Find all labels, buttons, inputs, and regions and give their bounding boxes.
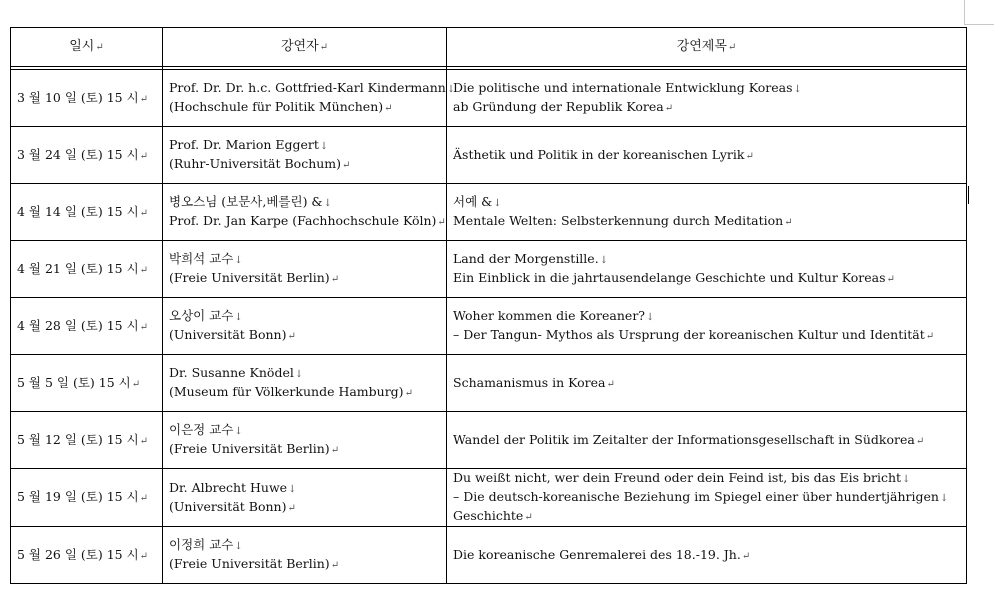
- title-cell[interactable]: [447, 412, 967, 469]
- line-break-icon: ↓: [902, 474, 911, 485]
- schedule-row: [11, 70, 967, 127]
- paragraph-mark-icon: ↵: [139, 150, 149, 162]
- speaker-line: (Freie Universität Berlin): [169, 270, 330, 285]
- title-cell[interactable]: [447, 184, 967, 241]
- line-break-icon: ↓: [493, 198, 502, 209]
- title-line: Du weißt nicht, wer dein Freund oder dein Feind ist, bis das Eis bricht: [453, 470, 902, 485]
- paragraph-mark-icon: ↵: [727, 42, 737, 53]
- date-cell[interactable]: [11, 241, 163, 298]
- speaker-line: (Universität Bonn): [169, 498, 287, 514]
- line-break-icon: ↓: [646, 312, 655, 323]
- schedule-row: [11, 241, 967, 298]
- speaker-line: (Universität Bonn): [169, 327, 287, 342]
- speaker-line: Dr. Susanne Knödel: [169, 365, 294, 380]
- schedule-row: [11, 412, 967, 469]
- date-text: 5 월 26 일 (토) 15 시: [17, 546, 139, 562]
- margin-guide-horizontal: [964, 24, 994, 25]
- date-cell[interactable]: [11, 184, 163, 241]
- schedule-row: [11, 298, 967, 355]
- schedule-row: [11, 527, 967, 584]
- paragraph-mark-icon: ↵: [139, 435, 149, 447]
- date-text: 4 월 28 일 (토) 15 시: [17, 317, 139, 333]
- speaker-line: (Freie Universität Berlin): [169, 556, 330, 571]
- speaker-line: 박희석 교수: [169, 251, 234, 266]
- paragraph-mark-icon: ↵: [915, 435, 925, 447]
- date-text: 4 월 21 일 (토) 15 시: [17, 260, 139, 276]
- title-cell[interactable]: [447, 527, 967, 584]
- paragraph-mark-icon: ↵: [664, 103, 674, 114]
- title-line: – Der Tangun- Mythos als Ursprung der koreanischen Kultur und Identität: [453, 327, 925, 342]
- date-text: 5 월 19 일 (토) 15 시: [17, 489, 139, 504]
- title-line: Schamanismus in Korea: [453, 374, 606, 390]
- paragraph-mark-icon: ↵: [139, 550, 149, 562]
- schedule-row: [11, 355, 967, 412]
- paragraph-mark-icon: ↵: [784, 217, 793, 228]
- line-break-icon: ↓: [319, 141, 329, 152]
- speaker-line: 이정희 교수: [169, 537, 234, 552]
- paragraph-mark-icon: ↵: [745, 150, 754, 162]
- paragraph-mark-icon: ↵: [95, 42, 104, 53]
- speaker-line: (Ruhr-Universität Bochum): [169, 156, 342, 171]
- paragraph-mark-icon: ↵: [342, 160, 351, 171]
- date-text: 3 월 10 일 (토) 15 시: [17, 89, 139, 105]
- paragraph-mark-icon: ↵: [139, 207, 149, 219]
- header-title-label: 강연제목: [676, 39, 727, 54]
- title-cell[interactable]: [447, 469, 967, 527]
- paragraph-mark-icon: ↵: [886, 274, 895, 285]
- speaker-line: (Hochschule für Politik München): [169, 99, 384, 114]
- paragraph-mark-icon: ↵: [139, 321, 149, 333]
- header-row: [11, 28, 967, 67]
- speaker-cell[interactable]: [163, 241, 447, 298]
- header-title-cell[interactable]: [447, 28, 967, 67]
- title-line: Ästhetik und Politik in der koreanischen Lyrik: [453, 146, 745, 162]
- paragraph-mark-icon: ↵: [131, 378, 141, 390]
- line-break-icon: ↓: [234, 255, 243, 266]
- speaker-line: Dr. Albrecht Huwe: [169, 479, 288, 495]
- title-cell[interactable]: [447, 355, 967, 412]
- line-break-icon: ↓: [234, 312, 243, 323]
- speaker-cell[interactable]: [163, 184, 447, 241]
- speaker-line: (Museum für Völkerkunde Hamburg): [169, 384, 404, 399]
- margin-guide-vertical: [964, 0, 965, 24]
- title-line: Mentale Welten: Selbsterkennung durch Meditation: [453, 213, 784, 228]
- speaker-cell[interactable]: [163, 70, 456, 127]
- title-line: Geschichte: [453, 508, 524, 523]
- speaker-cell[interactable]: [163, 298, 447, 355]
- line-break-icon: ↓: [323, 198, 332, 209]
- title-cell[interactable]: [447, 241, 967, 298]
- title-line: Land der Morgenstille.: [453, 251, 599, 266]
- speaker-line: Prof. Dr. Jan Karpe (Fachhochschule Köln): [169, 213, 437, 228]
- title-cell[interactable]: [447, 298, 967, 355]
- title-line: Wandel der Politik im Zeitalter der Informationsgesellschaft in Südkorea: [453, 431, 915, 447]
- date-text: 3 월 24 일 (토) 15 시: [17, 146, 139, 162]
- date-cell[interactable]: [11, 70, 163, 127]
- date-cell[interactable]: [11, 412, 163, 469]
- date-cell[interactable]: [11, 355, 163, 412]
- paragraph-mark-icon: ↵: [925, 331, 935, 342]
- line-break-icon: ↓: [939, 493, 949, 504]
- header-speaker-cell[interactable]: [163, 28, 447, 67]
- paragraph-mark-icon: ↵: [287, 502, 296, 514]
- line-break-icon: ↓: [793, 84, 802, 95]
- speaker-line: (Freie Universität Berlin): [169, 441, 330, 456]
- header-speaker-label: 강연자: [280, 39, 319, 54]
- line-break-icon: ↓: [446, 84, 456, 95]
- paragraph-mark-icon: ↵: [330, 560, 340, 571]
- line-break-icon: ↓: [234, 541, 243, 552]
- line-break-icon: ↓: [599, 255, 609, 266]
- speaker-cell[interactable]: [163, 355, 447, 412]
- title-line: Woher kommen die Koreaner?: [453, 308, 645, 323]
- title-line: 서예 &: [453, 194, 493, 209]
- title-cell[interactable]: [447, 70, 967, 127]
- line-break-icon: ↓: [234, 426, 243, 437]
- paragraph-mark-icon: ↵: [384, 103, 393, 114]
- date-cell[interactable]: [11, 527, 163, 584]
- speaker-cell[interactable]: [163, 527, 447, 584]
- paragraph-mark-icon: ↵: [330, 445, 340, 456]
- speaker-cell[interactable]: [163, 469, 447, 527]
- title-line: Die koreanische Genremalerei des 18.-19. Jh.: [453, 546, 741, 562]
- title-line: ab Gründung der Republik Korea: [453, 99, 664, 114]
- date-cell[interactable]: [11, 469, 163, 527]
- paragraph-mark-icon: ↵: [524, 512, 533, 523]
- date-cell[interactable]: [11, 127, 163, 184]
- paragraph-mark-icon: ↵: [287, 331, 296, 342]
- paragraph-mark-icon: ↵: [319, 42, 329, 53]
- title-line: Ein Einblick in die jahrtausendelange Geschichte und Kultur Koreas: [453, 270, 886, 285]
- line-break-icon: ↓: [294, 369, 304, 380]
- date-text: 4 월 14 일 (토) 15 시: [17, 203, 139, 219]
- header-date-label: 일시: [69, 39, 95, 54]
- paragraph-mark-icon: ↵: [139, 93, 149, 105]
- date-text: 5 월 5 일 (토) 15 시: [17, 374, 131, 390]
- text-cursor: [968, 186, 969, 204]
- line-break-icon: ↓: [288, 483, 297, 495]
- paragraph-mark-icon: ↵: [139, 264, 149, 276]
- title-line: – Die deutsch-koreanische Beziehung im Spiegel einer über hundertjährigen: [453, 489, 939, 504]
- title-line: Die politische und internationale Entwicklung Koreas: [453, 80, 793, 95]
- title-cell[interactable]: [447, 127, 967, 184]
- paragraph-mark-icon: ↵: [330, 274, 340, 285]
- paragraph-mark-icon: ↵: [139, 493, 149, 504]
- speaker-line: 오상이 교수: [169, 308, 234, 323]
- speaker-cell[interactable]: [163, 412, 447, 469]
- speaker-line: 병오스님 (보문사,베를린) &: [169, 194, 323, 209]
- speaker-line: Prof. Dr. Marion Eggert: [169, 137, 319, 152]
- speaker-line: 이은정 교수: [169, 422, 234, 437]
- speaker-cell[interactable]: [163, 127, 447, 184]
- lecture-schedule-table: [10, 27, 967, 584]
- schedule-row: [11, 184, 967, 241]
- speaker-line: Prof. Dr. Dr. h.c. Gottfried-Karl Kindermann: [169, 80, 446, 95]
- schedule-row: [11, 469, 967, 527]
- paragraph-mark-icon: ↵: [437, 217, 446, 228]
- paragraph-mark-icon: ↵: [404, 388, 413, 399]
- schedule-row: [11, 127, 967, 184]
- paragraph-mark-icon: ↵: [741, 550, 751, 562]
- date-text: 5 월 12 일 (토) 15 시: [17, 431, 139, 447]
- paragraph-mark-icon: ↵: [606, 378, 615, 390]
- date-cell[interactable]: [11, 298, 163, 355]
- header-date-cell[interactable]: [11, 28, 163, 67]
